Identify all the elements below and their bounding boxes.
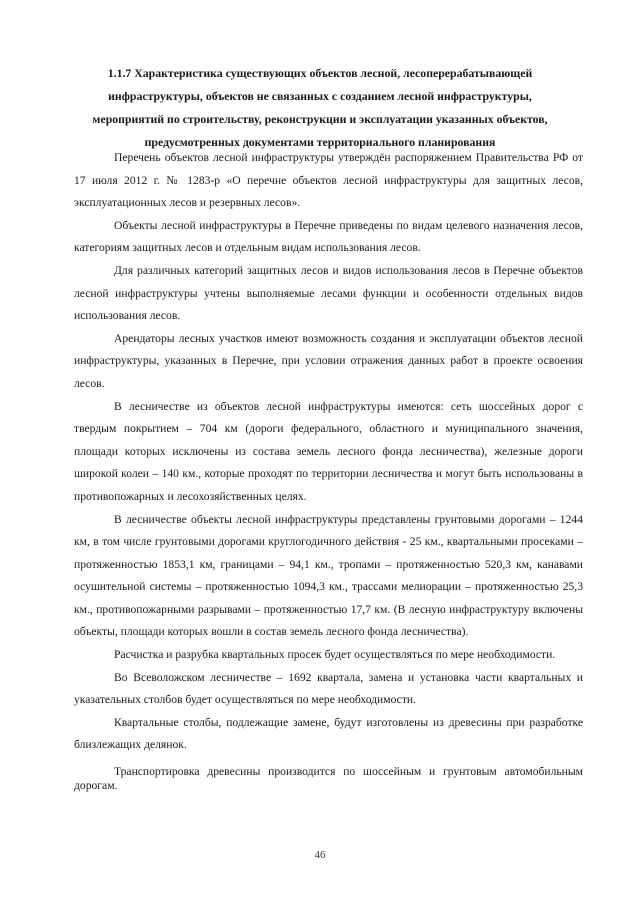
paragraph-10: Транспортировка древесины производится по шоссейным и грунтовым автомобильным дорогам.: [74, 765, 583, 793]
paragraph-1: Перечень объектов лесной инфраструктуры утверждён распоряжением Правительства РФ от 17 июля 2012 г. № 1283-р «О перечне объектов лесной инфраструктуры для защитных лесов, эксплуатационных лесов и резервных лесов».: [74, 151, 583, 210]
paragraph-5: В лесничестве из объектов лесной инфраструктуры имеются: сеть шоссейных дорог с твердым покрытием – 704 км (дороги федерального, областного и муниципального значения, площади которых исключены из состава земель лесного фонда лесничества), железные дороги широкой колеи – 140 км., которые проходят по территории лесничества и могут быть использованы в противопожарных и лесохозяйственных целях.: [74, 399, 583, 503]
section-heading: 1.1.7 Характеристика существующих объектов лесной, лесоперерабатывающей инфраструктуры, объектов не связанных с созданием лесной инфраструктуры, мероприятий по строительству, реконструкции и эксплуатации указанных объектов, предусмотренных документами территориального планирования: [92, 66, 548, 149]
body-text: [74, 147, 583, 793]
paragraph-4: Арендаторы лесных участков имеют возможность создания и эксплуатации объектов лесной инфраструктуры, указанных в Перечне, при условии отражения данных работ в проекте освоения лесов.: [74, 331, 583, 390]
paragraph-6: В лесничестве объекты лесной инфраструктуры представлены грунтовыми дорогами – 1244 км, в том числе грунтовыми дорогами круглогодичного действия - 25 км., квартальными просеками – протяженностью 1853,1 км, границами – 94,1 км., тропами – протяженностью 520,3 км, канавами осушительной системы – протяженностью 1094,3 км., трассами мелиорации – протяженностью 25,3 км., противопожарными разрывами – протяженностью 17,7 км. (В лесную инфраструктуру включены объекты, площади которых вошли в состав земель лесного фонда лесничества).: [74, 512, 583, 639]
paragraph-2: Объекты лесной инфраструктуры в Перечне приведены по видам целевого назначения лесов, категориям защитных лесов и отдельным видам использования лесов.: [74, 218, 583, 255]
paragraph-7: Расчистка и разрубка квартальных просек будет осуществляться по мере необходимости.: [114, 648, 556, 662]
page-number: 46: [314, 849, 326, 861]
paragraph-9: Квартальные столбы, подлежащие замене, будут изготовлены из древесины при разработке близлежащих делянок.: [74, 715, 583, 752]
paragraph-3: Для различных категорий защитных лесов и видов использования лесов в Перечне объектов лесной инфраструктуры учтены выполняемые лесами функции и особенности отдельных видов использования лесов.: [74, 263, 583, 323]
paragraph-8: Во Всеволожском лесничестве – 1692 квартала, замена и установка части квартальных и указательных столбов будет осуществляться по мере необходимости.: [74, 670, 583, 707]
